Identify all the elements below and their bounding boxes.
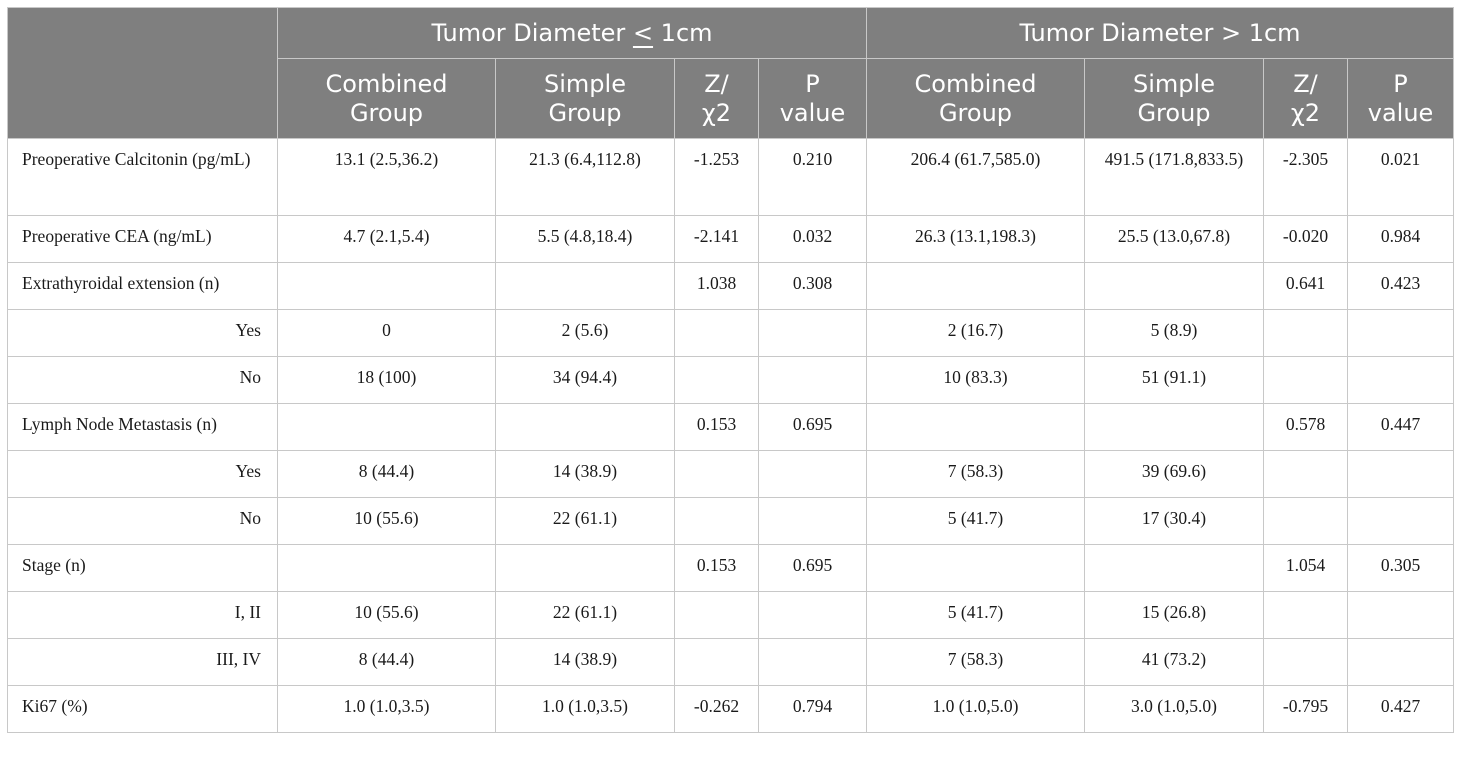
table-cell: 5 (41.7): [867, 498, 1085, 545]
table-cell: [1264, 451, 1348, 498]
table-cell: 0.210: [759, 139, 867, 216]
row-label: Preoperative Calcitonin (pg/mL): [8, 139, 278, 216]
column-header-line2: χ2: [1290, 98, 1321, 127]
group-header-large-tumor: Tumor Diameter > 1cm: [867, 8, 1454, 59]
table-cell: 5.5 (4.8,18.4): [496, 216, 675, 263]
table-cell: [1085, 263, 1264, 310]
table-cell: 0.695: [759, 545, 867, 592]
table-cell: [496, 404, 675, 451]
table-cell: [1348, 357, 1454, 404]
table-cell: -0.020: [1264, 216, 1348, 263]
table-cell: [1085, 404, 1264, 451]
table-cell: 14 (38.9): [496, 639, 675, 686]
row-sublabel: No: [8, 357, 278, 404]
row-label: Preoperative CEA (ng/mL): [8, 216, 278, 263]
table-cell: 22 (61.1): [496, 592, 675, 639]
table-cell: 22 (61.1): [496, 498, 675, 545]
row-sublabel: No: [8, 498, 278, 545]
column-header-line2: value: [1367, 98, 1434, 127]
table-row: [8, 451, 1454, 498]
table-cell: 25.5 (13.0,67.8): [1085, 216, 1264, 263]
table-cell: [1264, 592, 1348, 639]
table-cell: [675, 592, 759, 639]
table-cell: [675, 357, 759, 404]
column-header-line2: value: [779, 98, 846, 127]
column-header-line2: Group: [1137, 98, 1211, 127]
table-row: [8, 139, 1454, 216]
table-cell: [496, 263, 675, 310]
table-cell: [278, 404, 496, 451]
group-header-small-tumor: [278, 8, 867, 59]
column-header-line1: Simple: [544, 69, 626, 98]
row-sublabel: III, IV: [8, 639, 278, 686]
table-cell: 0.153: [675, 545, 759, 592]
table-cell: 1.0 (1.0,3.5): [496, 686, 675, 733]
table-cell: 1.054: [1264, 545, 1348, 592]
table-cell: [1348, 498, 1454, 545]
row-sublabel: I, II: [8, 592, 278, 639]
column-header-small-p-value: [759, 59, 867, 139]
table-cell: 0.153: [675, 404, 759, 451]
table-cell: 0.032: [759, 216, 867, 263]
table-cell: 10 (83.3): [867, 357, 1085, 404]
table-cell: 14 (38.9): [496, 451, 675, 498]
table-cell: 491.5 (171.8,833.5): [1085, 139, 1264, 216]
table-cell: 0.695: [759, 404, 867, 451]
column-header-line1: Simple: [1133, 69, 1215, 98]
table-cell: -0.262: [675, 686, 759, 733]
table-cell: [675, 451, 759, 498]
table-cell: 0.305: [1348, 545, 1454, 592]
table-cell: 0.984: [1348, 216, 1454, 263]
table-cell: [675, 639, 759, 686]
table-cell: [1348, 451, 1454, 498]
less-equal-symbol: <: [632, 18, 654, 47]
table-cell: 2 (16.7): [867, 310, 1085, 357]
table-row: [8, 686, 1454, 733]
table-cell: 206.4 (61.7,585.0): [867, 139, 1085, 216]
table-cell: [1264, 310, 1348, 357]
table-cell: 1.0 (1.0,3.5): [278, 686, 496, 733]
table-cell: 0.308: [759, 263, 867, 310]
column-header-large-combined-group: [867, 59, 1085, 139]
table-cell: -2.141: [675, 216, 759, 263]
table-cell: 0.021: [1348, 139, 1454, 216]
row-label: Stage (n): [8, 545, 278, 592]
table-cell: -2.305: [1264, 139, 1348, 216]
table-cell: [675, 498, 759, 545]
column-header-small-combined-group: [278, 59, 496, 139]
table-cell: [759, 592, 867, 639]
row-label: Extrathyroidal extension (n): [8, 263, 278, 310]
table-cell: 18 (100): [278, 357, 496, 404]
column-header-small-z-chi2: [675, 59, 759, 139]
table-cell: 10 (55.6): [278, 592, 496, 639]
column-header-line1: Combined: [914, 69, 1037, 98]
table-cell: 4.7 (2.1,5.4): [278, 216, 496, 263]
table-cell: 0.427: [1348, 686, 1454, 733]
row-sublabel: Yes: [8, 451, 278, 498]
column-header-line1: Z/: [1293, 69, 1318, 98]
table-cell: 7 (58.3): [867, 451, 1085, 498]
group-left-suffix: 1cm: [653, 18, 713, 47]
table-cell: 8 (44.4): [278, 639, 496, 686]
table-cell: [1264, 639, 1348, 686]
table-cell: 21.3 (6.4,112.8): [496, 139, 675, 216]
table-row: [8, 310, 1454, 357]
table-cell: 2 (5.6): [496, 310, 675, 357]
column-header-line2: Group: [548, 98, 622, 127]
table-body: [8, 139, 1454, 733]
table-header: [8, 8, 1454, 139]
table-cell: [867, 404, 1085, 451]
table-cell: 5 (41.7): [867, 592, 1085, 639]
column-header-line2: Group: [938, 98, 1013, 127]
table-cell: [759, 451, 867, 498]
results-table: [7, 7, 1454, 733]
table-cell: [1348, 639, 1454, 686]
table-row: [8, 263, 1454, 310]
column-header-large-simple-group: [1085, 59, 1264, 139]
table-cell: [496, 545, 675, 592]
column-header-large-p-value: [1348, 59, 1454, 139]
column-header-line1: Combined: [325, 69, 448, 98]
table-cell: 15 (26.8): [1085, 592, 1264, 639]
table-cell: -1.253: [675, 139, 759, 216]
header-group-row: [8, 8, 1454, 59]
table-cell: 10 (55.6): [278, 498, 496, 545]
column-header-large-z-chi2: [1264, 59, 1348, 139]
table-cell: [278, 263, 496, 310]
table-cell: 0.578: [1264, 404, 1348, 451]
column-header-line1: P: [1393, 69, 1408, 98]
table-cell: 0: [278, 310, 496, 357]
row-label: Ki67 (%): [8, 686, 278, 733]
column-header-line2: χ2: [701, 98, 732, 127]
table-cell: 1.038: [675, 263, 759, 310]
row-label: Lymph Node Metastasis (n): [8, 404, 278, 451]
header-corner-cell: [8, 8, 278, 139]
table-row: [8, 216, 1454, 263]
column-header-line1: Z/: [704, 69, 729, 98]
group-left-prefix: Tumor Diameter: [431, 18, 633, 47]
column-header-small-simple-group: [496, 59, 675, 139]
table-row: [8, 498, 1454, 545]
table-cell: 7 (58.3): [867, 639, 1085, 686]
table-cell: 8 (44.4): [278, 451, 496, 498]
table-cell: [1348, 310, 1454, 357]
results-table-container: [7, 7, 1453, 733]
table-cell: [278, 545, 496, 592]
table-cell: [867, 545, 1085, 592]
table-row: [8, 592, 1454, 639]
table-cell: 0.423: [1348, 263, 1454, 310]
table-cell: 34 (94.4): [496, 357, 675, 404]
table-cell: 0.641: [1264, 263, 1348, 310]
table-cell: 3.0 (1.0,5.0): [1085, 686, 1264, 733]
table-cell: 0.447: [1348, 404, 1454, 451]
table-cell: [1264, 498, 1348, 545]
table-cell: 39 (69.6): [1085, 451, 1264, 498]
table-cell: 51 (91.1): [1085, 357, 1264, 404]
table-cell: [867, 263, 1085, 310]
table-cell: [759, 498, 867, 545]
table-cell: 26.3 (13.1,198.3): [867, 216, 1085, 263]
table-cell: [675, 310, 759, 357]
table-row: [8, 545, 1454, 592]
column-header-line1: P: [805, 69, 820, 98]
table-cell: 41 (73.2): [1085, 639, 1264, 686]
table-cell: 17 (30.4): [1085, 498, 1264, 545]
table-cell: -0.795: [1264, 686, 1348, 733]
table-cell: 1.0 (1.0,5.0): [867, 686, 1085, 733]
table-cell: [1264, 357, 1348, 404]
row-sublabel: Yes: [8, 310, 278, 357]
table-cell: 5 (8.9): [1085, 310, 1264, 357]
table-cell: [1085, 545, 1264, 592]
table-cell: 13.1 (2.5,36.2): [278, 139, 496, 216]
table-row: [8, 357, 1454, 404]
table-cell: [759, 357, 867, 404]
table-cell: [759, 310, 867, 357]
table-row: [8, 404, 1454, 451]
table-cell: 0.794: [759, 686, 867, 733]
table-cell: [1348, 592, 1454, 639]
table-row: [8, 639, 1454, 686]
table-cell: [759, 639, 867, 686]
column-header-line2: Group: [349, 98, 424, 127]
